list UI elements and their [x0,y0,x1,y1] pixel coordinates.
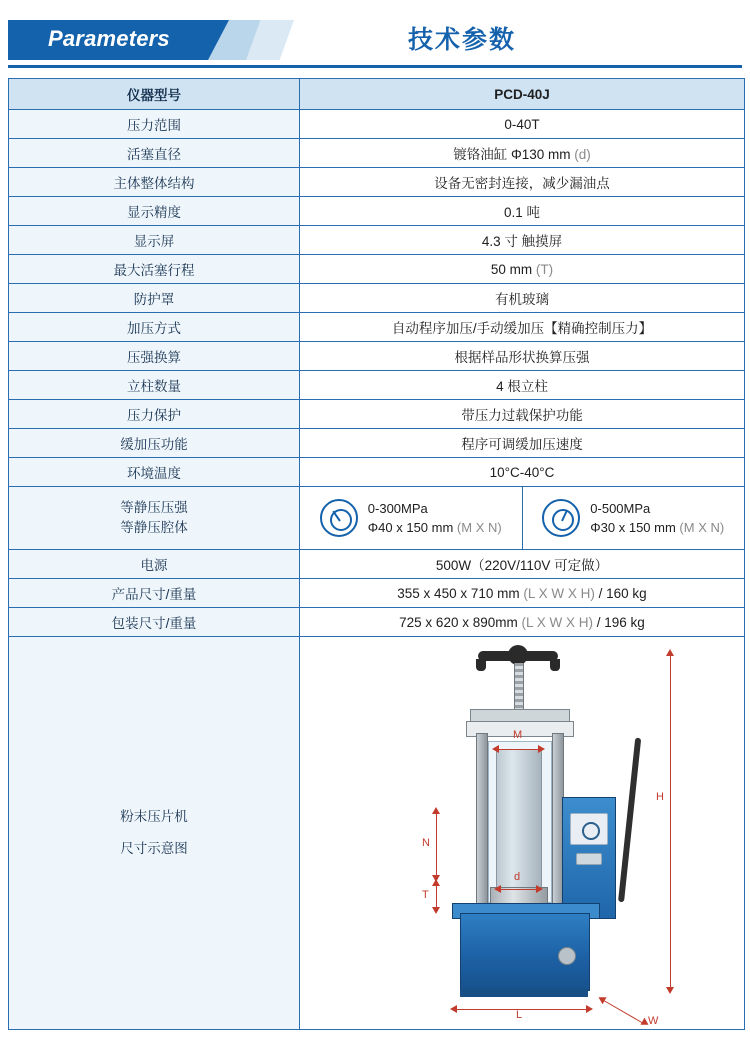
arrow-up-t [432,879,440,886]
row-value-text: 50 mm [490,261,533,277]
row-label: 最大活塞行程 [9,255,300,284]
row-value: 根据样品形状换算压强 [300,342,745,371]
isostatic-pressure: 0-500MPa [590,500,651,516]
row-value [300,608,745,637]
control-knob [576,853,602,865]
arrow-up-n [432,807,440,814]
machine-diagram [300,637,744,1029]
machine-foot [460,989,588,997]
row-value-suffix: (d) [574,147,591,162]
row-value: 4 根立柱 [300,371,745,400]
dim-label-H: H [656,791,664,803]
row-value [300,139,745,168]
row-label: 环境温度 [9,458,300,487]
row-value-tail: / 196 kg [596,614,645,630]
header-title-english: Parameters [48,26,170,51]
row-value [300,487,745,550]
arrow-down-h [666,987,674,994]
dim-line-d [498,889,538,890]
row-value: 10°C-40°C [300,458,745,487]
table-row [9,429,745,458]
row-label: 显示屏 [9,226,300,255]
row-value [300,579,745,608]
row-value-suffix: (L X W X H) [523,585,595,601]
isostatic-size: Φ30 x 150 mm [590,520,676,535]
row-value: 500W（220V/110V 可定做） [300,550,745,579]
arrow-right-d [536,885,543,893]
arrow-right-m [538,745,545,753]
dim-label-L: L [516,1009,523,1021]
lever-icon [618,738,641,903]
row-label: 压力保护 [9,400,300,429]
dim-line-n [436,813,437,877]
row-value-text: 725 x 620 x 890mm [399,614,518,630]
table-row [9,579,745,608]
row-value: 4.3 寸 触摸屏 [300,226,745,255]
row-value-text: 355 x 450 x 710 mm [397,585,520,601]
arrow-up-h [666,649,674,656]
gauge-icon [542,499,580,537]
display-screen [570,813,608,845]
table-row [9,342,745,371]
dim-label-M: M [513,729,523,741]
table-row [9,110,745,139]
column-left [476,733,488,915]
row-value-suffix: (T) [535,261,554,277]
arrow-left-l [450,1005,457,1013]
isostatic-option [523,487,745,549]
row-value-text: 镀铬油缸 Φ130 mm [453,147,571,162]
figure-caption [9,637,300,1030]
isostatic-suffix: (M X N) [456,520,502,535]
specification-table [8,78,745,1030]
row-label: 压力范围 [9,110,300,139]
row-value: 自动程序加压/手动缓加压【精确控制压力】 [300,313,745,342]
arrow-down-t [432,907,440,914]
row-value-suffix: (L X W X H) [521,614,594,630]
table-row [9,197,745,226]
table-row [9,458,745,487]
figure-caption-line1: 粉末压片机 [120,808,188,824]
arrow-left-d [494,885,501,893]
dim-line-t [436,885,437,909]
table-row-figure [9,637,745,1030]
table-row [9,79,745,110]
table-row [9,139,745,168]
dim-line-h [670,655,671,989]
figure-caption-line2: 尺寸示意图 [120,841,188,856]
row-label [9,487,300,550]
row-label: 包装尺寸/重量 [9,608,300,637]
handwheel-hub [508,645,528,665]
dim-line-m [496,749,540,750]
table-row [9,371,745,400]
row-value: PCD-40J [300,79,745,110]
table-row [9,255,745,284]
isostatic-pressure: 0-300MPa [367,500,428,516]
dim-label-W: W [648,1015,659,1027]
table-row [9,226,745,255]
header-title-chinese: 技术参数 [408,26,517,54]
arrow-left-m [492,745,499,753]
row-value: 0.1 吨 [300,197,745,226]
row-value-tail: / 160 kg [598,585,647,601]
row-value: 程序可调缓加压速度 [300,429,745,458]
table-row [9,550,745,579]
row-label-line1: 等静压压强 [120,500,188,516]
dim-line-w [602,999,644,1024]
isostatic-suffix: (M X N) [679,520,725,535]
row-value: 0-40T [300,110,745,139]
row-value [300,255,745,284]
row-label: 仪器型号 [9,79,300,110]
row-value: 设备无密封连接，减少漏油点 [300,168,745,197]
header-divider [8,65,742,68]
dim-label-N: N [422,837,430,849]
row-label-line2: 等静压腔体 [120,520,188,535]
page-header [8,6,742,68]
table-row-isostatic [9,487,745,550]
arrow-left-w [596,994,606,1004]
table-row [9,608,745,637]
row-label: 显示精度 [9,197,300,226]
row-label: 电源 [9,550,300,579]
row-label: 压强换算 [9,342,300,371]
isostatic-option [300,487,523,549]
row-label: 缓加压功能 [9,429,300,458]
bolt-icon [558,947,576,965]
table-row [9,313,745,342]
row-label: 立柱数量 [9,371,300,400]
dim-label-T: T [422,889,429,901]
figure-cell [300,637,745,1030]
gauge-icon [320,499,358,537]
row-value: 带压力过载保护功能 [300,400,745,429]
table-row [9,168,745,197]
row-label: 加压方式 [9,313,300,342]
dim-label-d: d [514,871,521,883]
row-label: 主体整体结构 [9,168,300,197]
table-row [9,400,745,429]
arrow-right-l [586,1005,593,1013]
row-value: 有机玻璃 [300,284,745,313]
row-label: 产品尺寸/重量 [9,579,300,608]
isostatic-size: Φ40 x 150 mm [367,520,454,535]
row-label: 活塞直径 [9,139,300,168]
table-row [9,284,745,313]
row-label: 防护罩 [9,284,300,313]
